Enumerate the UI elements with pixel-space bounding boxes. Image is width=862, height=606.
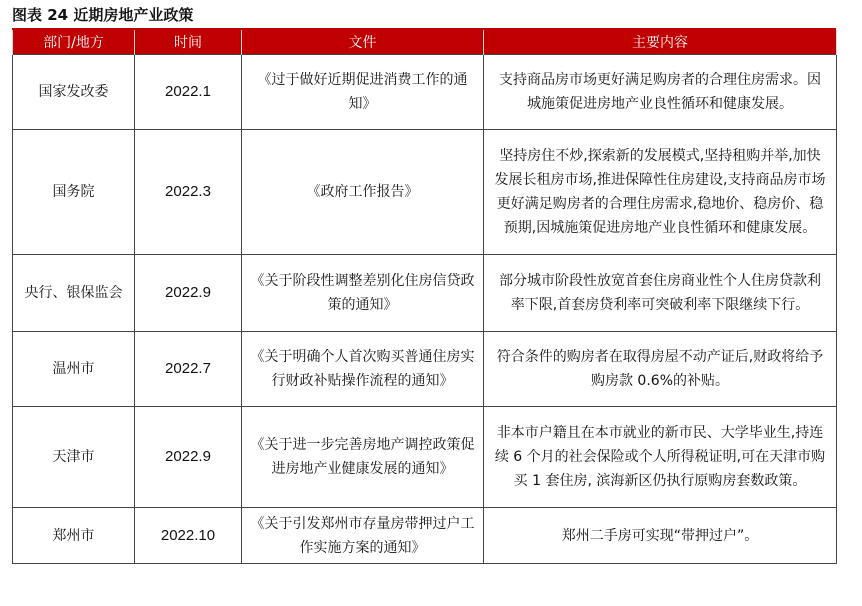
file-cell: 《过于做好近期促进消费工作的通知》 (242, 55, 484, 130)
content-cell: 部分城市阶段性放宽首套住房商业性个人住房贷款利率下限,首套房贷利率可突破利率下限继续下行。 (484, 255, 837, 332)
column-header-content: 主要内容 (484, 30, 837, 55)
file-cell: 《关于明确个人首次购买普通住房实行财政补贴操作流程的通知》 (242, 332, 484, 407)
content-cell: 符合条件的购房者在取得房屋不动产证后,财政将给予购房款 0.6%的补贴。 (484, 332, 837, 407)
column-header-file: 文件 (242, 30, 484, 55)
time-cell: 2022.7 (135, 332, 242, 407)
time-cell: 2022.9 (135, 407, 242, 508)
table-row (13, 255, 837, 332)
time-cell: 2022.1 (135, 55, 242, 130)
dept-cell: 郑州市 (13, 508, 135, 564)
dept-cell: 央行、银保监会 (13, 255, 135, 332)
file-cell: 《关于进一步完善房地产调控政策促进房地产业健康发展的通知》 (242, 407, 484, 508)
table-row (13, 407, 837, 508)
dept-cell: 温州市 (13, 332, 135, 407)
content-cell: 坚持房住不炒,探索新的发展模式,坚持租购并举,加快发展长租房市场,推进保障性住房建设,支持商品房市场更好满足购房者的合理住房需求,稳地价、稳房价、稳预期,因城施策促进房地产业良性循环和健康发展。 (484, 130, 837, 255)
file-cell: 《关于阶段性调整差别化住房信贷政策的通知》 (242, 255, 484, 332)
column-header-dept: 部门/地方 (13, 30, 135, 55)
table-row (13, 130, 837, 255)
table-row (13, 332, 837, 407)
file-cell: 《关于引发郑州市存量房带押过户工作实施方案的通知》 (242, 508, 484, 564)
header-row (13, 30, 837, 55)
time-cell: 2022.3 (135, 130, 242, 255)
content-cell: 郑州二手房可实现“带押过户”。 (484, 508, 837, 564)
dept-cell: 天津市 (13, 407, 135, 508)
table-row (13, 55, 837, 130)
content-cell: 非本市户籍且在本市就业的新市民、大学毕业生,持连续 6 个月的社会保险或个人所得税证明,可在天津市购买 1 套住房, 滨海新区仍执行原购房套数政策。 (484, 407, 837, 508)
policy-table (12, 30, 837, 564)
figure-caption: 图表 24 近期房地产业政策 (12, 6, 194, 24)
time-cell: 2022.9 (135, 255, 242, 332)
column-header-time: 时间 (135, 30, 242, 55)
dept-cell: 国务院 (13, 130, 135, 255)
table-row (13, 508, 837, 564)
file-cell: 《政府工作报告》 (242, 130, 484, 255)
content-cell: 支持商品房市场更好满足购房者的合理住房需求。因城施策促进房地产业良性循环和健康发展。 (484, 55, 837, 130)
time-cell: 2022.10 (135, 508, 242, 564)
dept-cell: 国家发改委 (13, 55, 135, 130)
